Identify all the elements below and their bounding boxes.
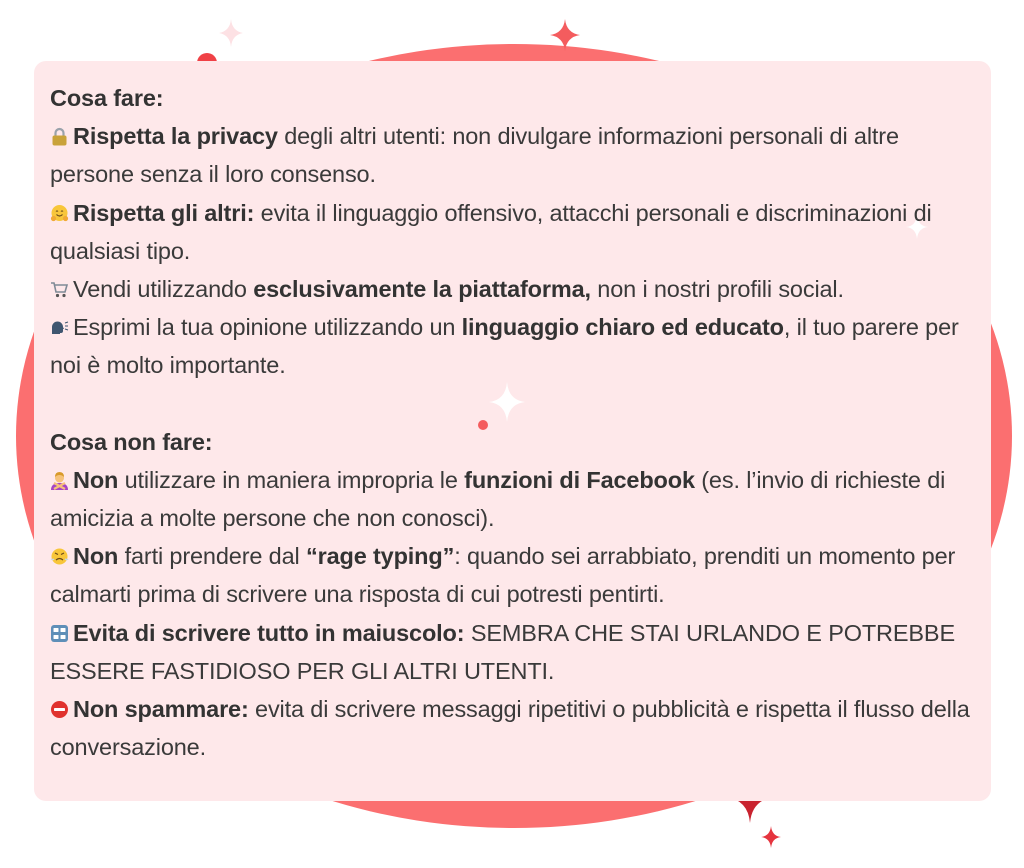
sparkle-pink-icon (219, 19, 243, 47)
section-spacer (50, 385, 980, 423)
no-entry-icon (50, 700, 69, 719)
list-item-privacy: Rispetta la privacy degli altri utenti: non divulgare informazioni personali di altre persone senza il loro consenso. (50, 123, 899, 188)
speaking-head-icon (50, 318, 69, 337)
sparkle-red-icon (550, 19, 580, 51)
section-heading-dont: Cosa non fare: (50, 428, 213, 455)
list-item-rage: Non farti prendere dal “rage typing”: quando sei arrabbiato, prenditi un momento per calmarti prima di scrivere una risposta di cui potresti pentirti. (50, 543, 956, 608)
lock-icon (50, 127, 69, 146)
person-gesturing-no-icon (50, 471, 69, 490)
list-item-respect: Rispetta gli altri: evita il linguaggio offensivo, attacchi personali e discriminazioni di qualsiasi tipo. (50, 199, 932, 264)
abcd-input-icon (50, 624, 69, 643)
list-item-opinion: Esprimi la tua opinione utilizzando un linguaggio chiaro ed educato, il tuo parere per noi è molto importante. (50, 314, 959, 379)
sparkle-small-red-icon (761, 826, 781, 848)
hugging-face-icon (50, 204, 69, 223)
list-item-caps: Evita di scrivere tutto in maiuscolo: SEMBRA CHE STAI URLANDO E POTREBBE ESSERE FASTIDIOSO PER GLI ALTRI UTENTI. (50, 619, 955, 684)
list-item-spam: Non spammare: evita di scrivere messaggi ripetitivi o pubblicità e rispetta il flusso della conversazione. (50, 696, 970, 761)
angry-face-icon (50, 547, 69, 566)
shopping-cart-icon (50, 280, 69, 299)
list-item-facebook: Non utilizzare in maniera impropria le funzioni di Facebook (es. l’invio di richieste di amicizia a molte persone che non conosci). (50, 466, 946, 532)
list-item-sell: Vendi utilizzando esclusivamente la piattaforma, non i nostri profili social. (50, 270, 980, 308)
guidelines-content (50, 79, 980, 766)
section-heading-do: Cosa fare: (50, 85, 164, 111)
